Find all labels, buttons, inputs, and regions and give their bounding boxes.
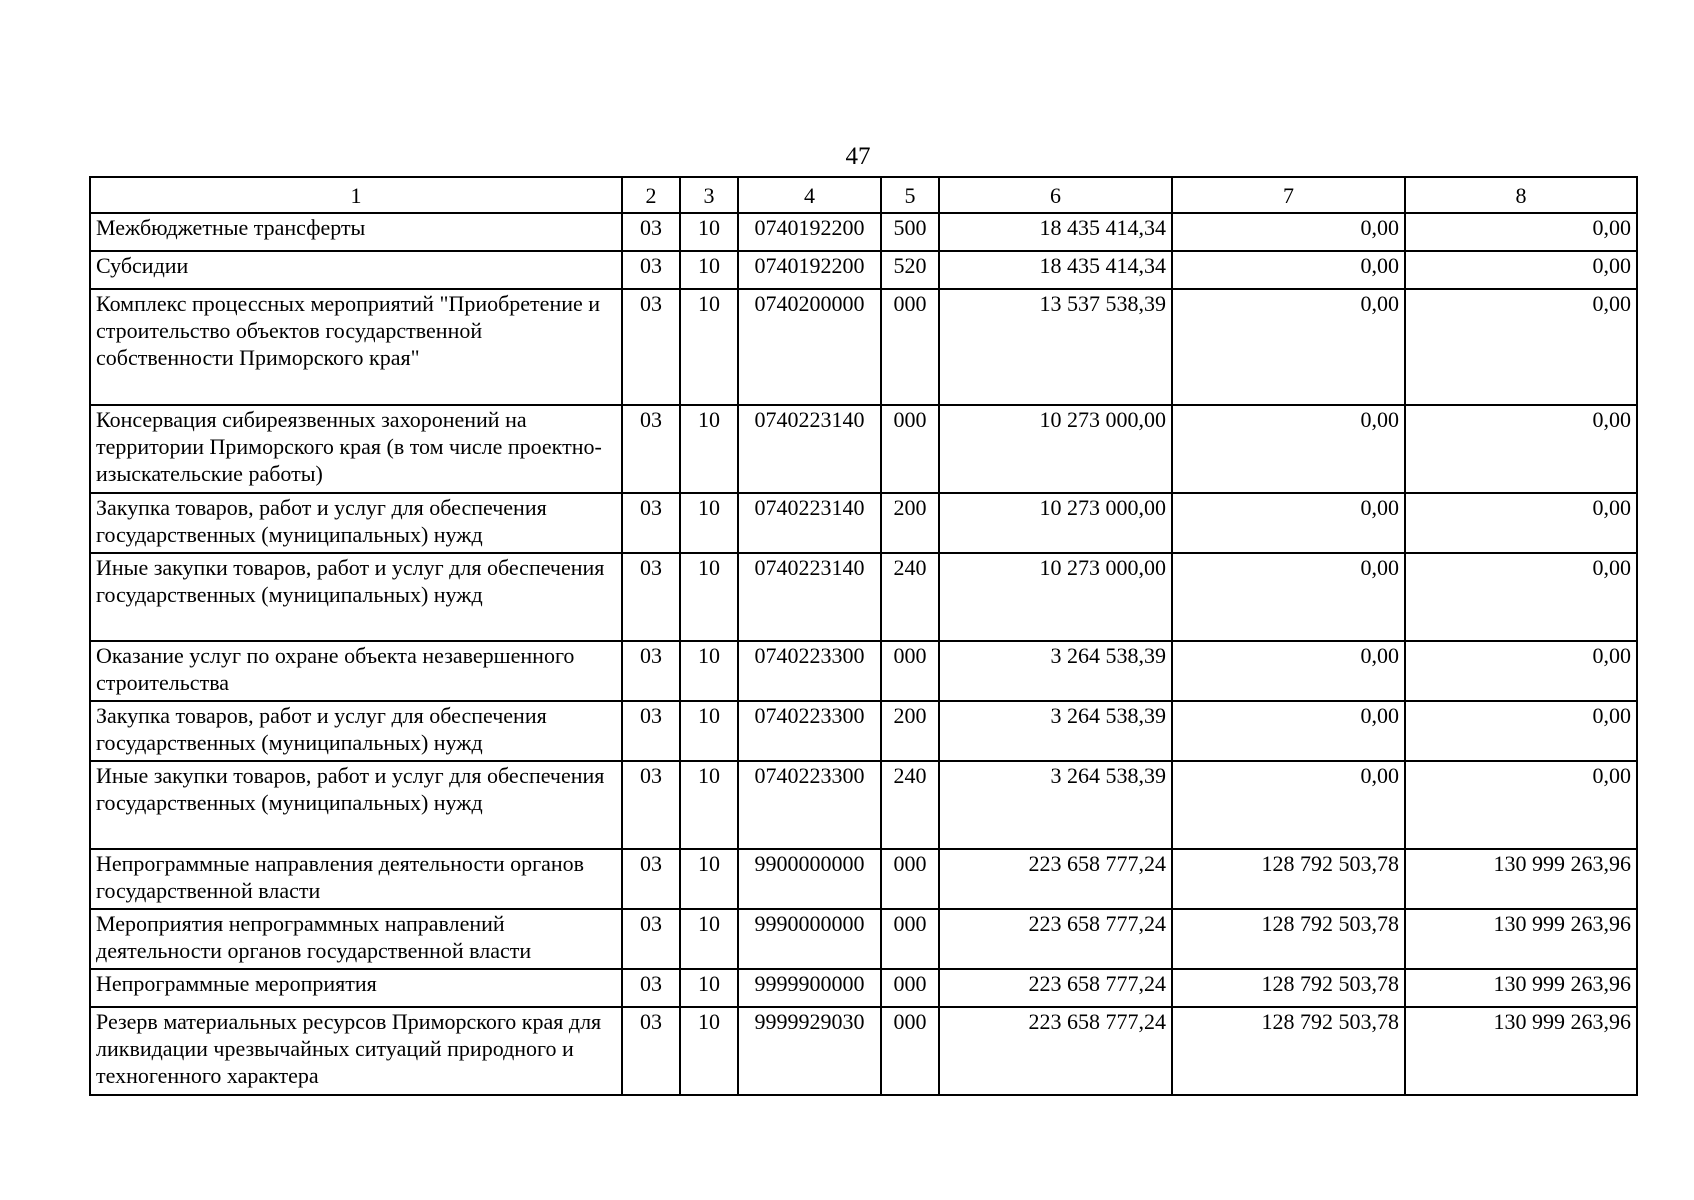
amount-col-8: 0,00 (1405, 701, 1637, 761)
section-code: 03 (622, 969, 680, 1007)
expense-type-code: 000 (881, 289, 939, 405)
expense-type-code: 000 (881, 849, 939, 909)
amount-col-6: 223 658 777,24 (939, 969, 1172, 1007)
column-header: 7 (1172, 177, 1405, 213)
subsection-code: 10 (680, 761, 738, 849)
amount-col-7: 0,00 (1172, 405, 1405, 493)
subsection-code: 10 (680, 969, 738, 1007)
subsection-code: 10 (680, 493, 738, 553)
row-name: Непрограммные мероприятия (90, 969, 622, 1007)
amount-col-8: 0,00 (1405, 641, 1637, 701)
amount-col-6: 3 264 538,39 (939, 761, 1172, 849)
expense-type-code: 500 (881, 213, 939, 251)
table-row (90, 849, 1637, 909)
table-row (90, 251, 1637, 289)
amount-col-8: 0,00 (1405, 213, 1637, 251)
subsection-code: 10 (680, 213, 738, 251)
row-name: Мероприятия непрограммных направлений деятельности органов государственной власти (90, 909, 622, 969)
subsection-code: 10 (680, 553, 738, 641)
column-header: 5 (881, 177, 939, 213)
amount-col-8: 0,00 (1405, 553, 1637, 641)
amount-col-6: 3 264 538,39 (939, 701, 1172, 761)
budget-table (89, 176, 1638, 1096)
target-article-code: 0740223300 (738, 761, 881, 849)
target-article-code: 0740223140 (738, 553, 881, 641)
section-code: 03 (622, 1007, 680, 1095)
amount-col-6: 10 273 000,00 (939, 553, 1172, 641)
target-article-code: 0740223140 (738, 493, 881, 553)
table-row (90, 641, 1637, 701)
row-name: Оказание услуг по охране объекта незавершенного строительства (90, 641, 622, 701)
target-article-code: 9999900000 (738, 969, 881, 1007)
section-code: 03 (622, 213, 680, 251)
column-header: 1 (90, 177, 622, 213)
amount-col-6: 3 264 538,39 (939, 641, 1172, 701)
subsection-code: 10 (680, 641, 738, 701)
expense-type-code: 520 (881, 251, 939, 289)
amount-col-8: 130 999 263,96 (1405, 909, 1637, 969)
section-code: 03 (622, 405, 680, 493)
subsection-code: 10 (680, 251, 738, 289)
amount-col-7: 128 792 503,78 (1172, 969, 1405, 1007)
section-code: 03 (622, 909, 680, 969)
subsection-code: 10 (680, 1007, 738, 1095)
expense-type-code: 000 (881, 909, 939, 969)
amount-col-6: 18 435 414,34 (939, 213, 1172, 251)
column-header: 2 (622, 177, 680, 213)
table-row (90, 701, 1637, 761)
amount-col-8: 130 999 263,96 (1405, 969, 1637, 1007)
section-code: 03 (622, 289, 680, 405)
expense-type-code: 000 (881, 641, 939, 701)
amount-col-6: 223 658 777,24 (939, 1007, 1172, 1095)
row-name: Иные закупки товаров, работ и услуг для обеспечения государственных (муниципальных) нужд (90, 761, 622, 849)
section-code: 03 (622, 849, 680, 909)
row-name: Закупка товаров, работ и услуг для обеспечения государственных (муниципальных) нужд (90, 493, 622, 553)
expense-type-code: 000 (881, 969, 939, 1007)
amount-col-7: 0,00 (1172, 493, 1405, 553)
section-code: 03 (622, 701, 680, 761)
table-row (90, 213, 1637, 251)
target-article-code: 9999929030 (738, 1007, 881, 1095)
target-article-code: 0740192200 (738, 213, 881, 251)
table-row (90, 969, 1637, 1007)
subsection-code: 10 (680, 405, 738, 493)
amount-col-8: 0,00 (1405, 761, 1637, 849)
subsection-code: 10 (680, 289, 738, 405)
column-header: 4 (738, 177, 881, 213)
expense-type-code: 240 (881, 761, 939, 849)
row-name: Закупка товаров, работ и услуг для обеспечения государственных (муниципальных) нужд (90, 701, 622, 761)
row-name: Иные закупки товаров, работ и услуг для обеспечения государственных (муниципальных) нужд (90, 553, 622, 641)
target-article-code: 0740223300 (738, 641, 881, 701)
row-name: Непрограммные направления деятельности органов государственной власти (90, 849, 622, 909)
amount-col-6: 223 658 777,24 (939, 909, 1172, 969)
section-code: 03 (622, 553, 680, 641)
target-article-code: 9900000000 (738, 849, 881, 909)
amount-col-8: 130 999 263,96 (1405, 849, 1637, 909)
row-name: Комплекс процессных мероприятий "Приобретение и строительство объектов государственной собственности Приморского края" (90, 289, 622, 405)
target-article-code: 0740223140 (738, 405, 881, 493)
table-row (90, 909, 1637, 969)
column-number-row (90, 177, 1637, 213)
expense-type-code: 200 (881, 701, 939, 761)
subsection-code: 10 (680, 701, 738, 761)
section-code: 03 (622, 641, 680, 701)
table-row (90, 289, 1637, 405)
amount-col-6: 13 537 538,39 (939, 289, 1172, 405)
amount-col-8: 0,00 (1405, 405, 1637, 493)
subsection-code: 10 (680, 909, 738, 969)
amount-col-7: 0,00 (1172, 701, 1405, 761)
column-header: 3 (680, 177, 738, 213)
amount-col-6: 10 273 000,00 (939, 493, 1172, 553)
target-article-code: 0740223300 (738, 701, 881, 761)
amount-col-6: 18 435 414,34 (939, 251, 1172, 289)
table-row (90, 1007, 1637, 1095)
section-code: 03 (622, 493, 680, 553)
amount-col-8: 0,00 (1405, 251, 1637, 289)
target-article-code: 9990000000 (738, 909, 881, 969)
amount-col-7: 0,00 (1172, 553, 1405, 641)
row-name: Межбюджетные трансферты (90, 213, 622, 251)
target-article-code: 0740192200 (738, 251, 881, 289)
row-name: Субсидии (90, 251, 622, 289)
target-article-code: 0740200000 (738, 289, 881, 405)
expense-type-code: 240 (881, 553, 939, 641)
amount-col-6: 10 273 000,00 (939, 405, 1172, 493)
amount-col-7: 128 792 503,78 (1172, 909, 1405, 969)
amount-col-7: 0,00 (1172, 213, 1405, 251)
section-code: 03 (622, 251, 680, 289)
section-code: 03 (622, 761, 680, 849)
expense-type-code: 200 (881, 493, 939, 553)
amount-col-6: 223 658 777,24 (939, 849, 1172, 909)
amount-col-8: 130 999 263,96 (1405, 1007, 1637, 1095)
table-row (90, 553, 1637, 641)
table-row (90, 493, 1637, 553)
expense-type-code: 000 (881, 405, 939, 493)
amount-col-7: 0,00 (1172, 761, 1405, 849)
row-name: Резерв материальных ресурсов Приморского края для ликвидации чрезвычайных ситуаций природного и техногенного характера (90, 1007, 622, 1095)
table-row (90, 405, 1637, 493)
expense-type-code: 000 (881, 1007, 939, 1095)
table-row (90, 761, 1637, 849)
amount-col-7: 128 792 503,78 (1172, 1007, 1405, 1095)
subsection-code: 10 (680, 849, 738, 909)
column-header: 6 (939, 177, 1172, 213)
amount-col-7: 128 792 503,78 (1172, 849, 1405, 909)
amount-col-7: 0,00 (1172, 641, 1405, 701)
amount-col-7: 0,00 (1172, 289, 1405, 405)
amount-col-7: 0,00 (1172, 251, 1405, 289)
row-name: Консервация сибиреязвенных захоронений на территории Приморского края (в том числе проектно-изыскательские работы) (90, 405, 622, 493)
amount-col-8: 0,00 (1405, 289, 1637, 405)
amount-col-8: 0,00 (1405, 493, 1637, 553)
page-number: 47 (845, 143, 871, 170)
column-header: 8 (1405, 177, 1637, 213)
